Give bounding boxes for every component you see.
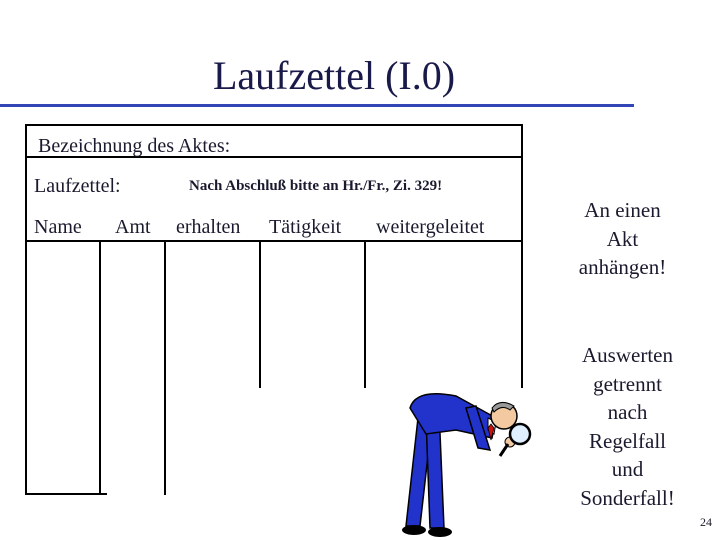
- attach-note-line: Akt: [606, 226, 639, 251]
- attach-note-line: anhängen!: [578, 255, 667, 279]
- column-header-name: Name: [34, 216, 82, 238]
- attach-note: [560, 196, 685, 282]
- routing-slip-label: Laufzettel:: [34, 175, 121, 197]
- title-underline: [0, 104, 634, 107]
- header-divider: [27, 240, 523, 242]
- evaluate-note-line: Sonderfall!: [580, 485, 675, 510]
- column-header-weitergeleitet: weitergeleitet: [376, 216, 485, 238]
- column-header-taetigkeit: Tätigkeit: [269, 216, 342, 238]
- form-right-border: [521, 124, 523, 388]
- designation-label: Bezeichnung des Aktes:: [38, 135, 231, 157]
- slide-title: Laufzettel (I.0): [212, 53, 456, 98]
- man-with-magnifying-glass-icon: [396, 378, 546, 538]
- return-instruction: Nach Abschluß bitte an Hr./Fr., Zi. 329!: [189, 178, 443, 194]
- evaluate-note-line: nach: [607, 400, 648, 424]
- column-header-amt: Amt: [115, 216, 151, 238]
- column-divider-name: [99, 240, 101, 495]
- page-number: 24: [700, 515, 712, 529]
- evaluate-note-line: und: [611, 457, 644, 481]
- column-divider-erhalten: [259, 240, 261, 388]
- column-divider-amt: [164, 240, 166, 495]
- evaluate-note-line: Auswerten: [582, 343, 673, 367]
- form-left-border: [25, 124, 27, 495]
- evaluate-note-line: Regelfall: [589, 428, 666, 453]
- column-header-erhalten: erhalten: [176, 216, 241, 238]
- form-top-border: [27, 124, 523, 126]
- evaluate-note: [560, 341, 695, 512]
- column-divider-taetigkeit: [364, 240, 366, 388]
- attach-note-line: An einen: [584, 198, 661, 222]
- evaluate-note-line: getrennt: [593, 371, 662, 396]
- form-bottom-border: [25, 493, 107, 495]
